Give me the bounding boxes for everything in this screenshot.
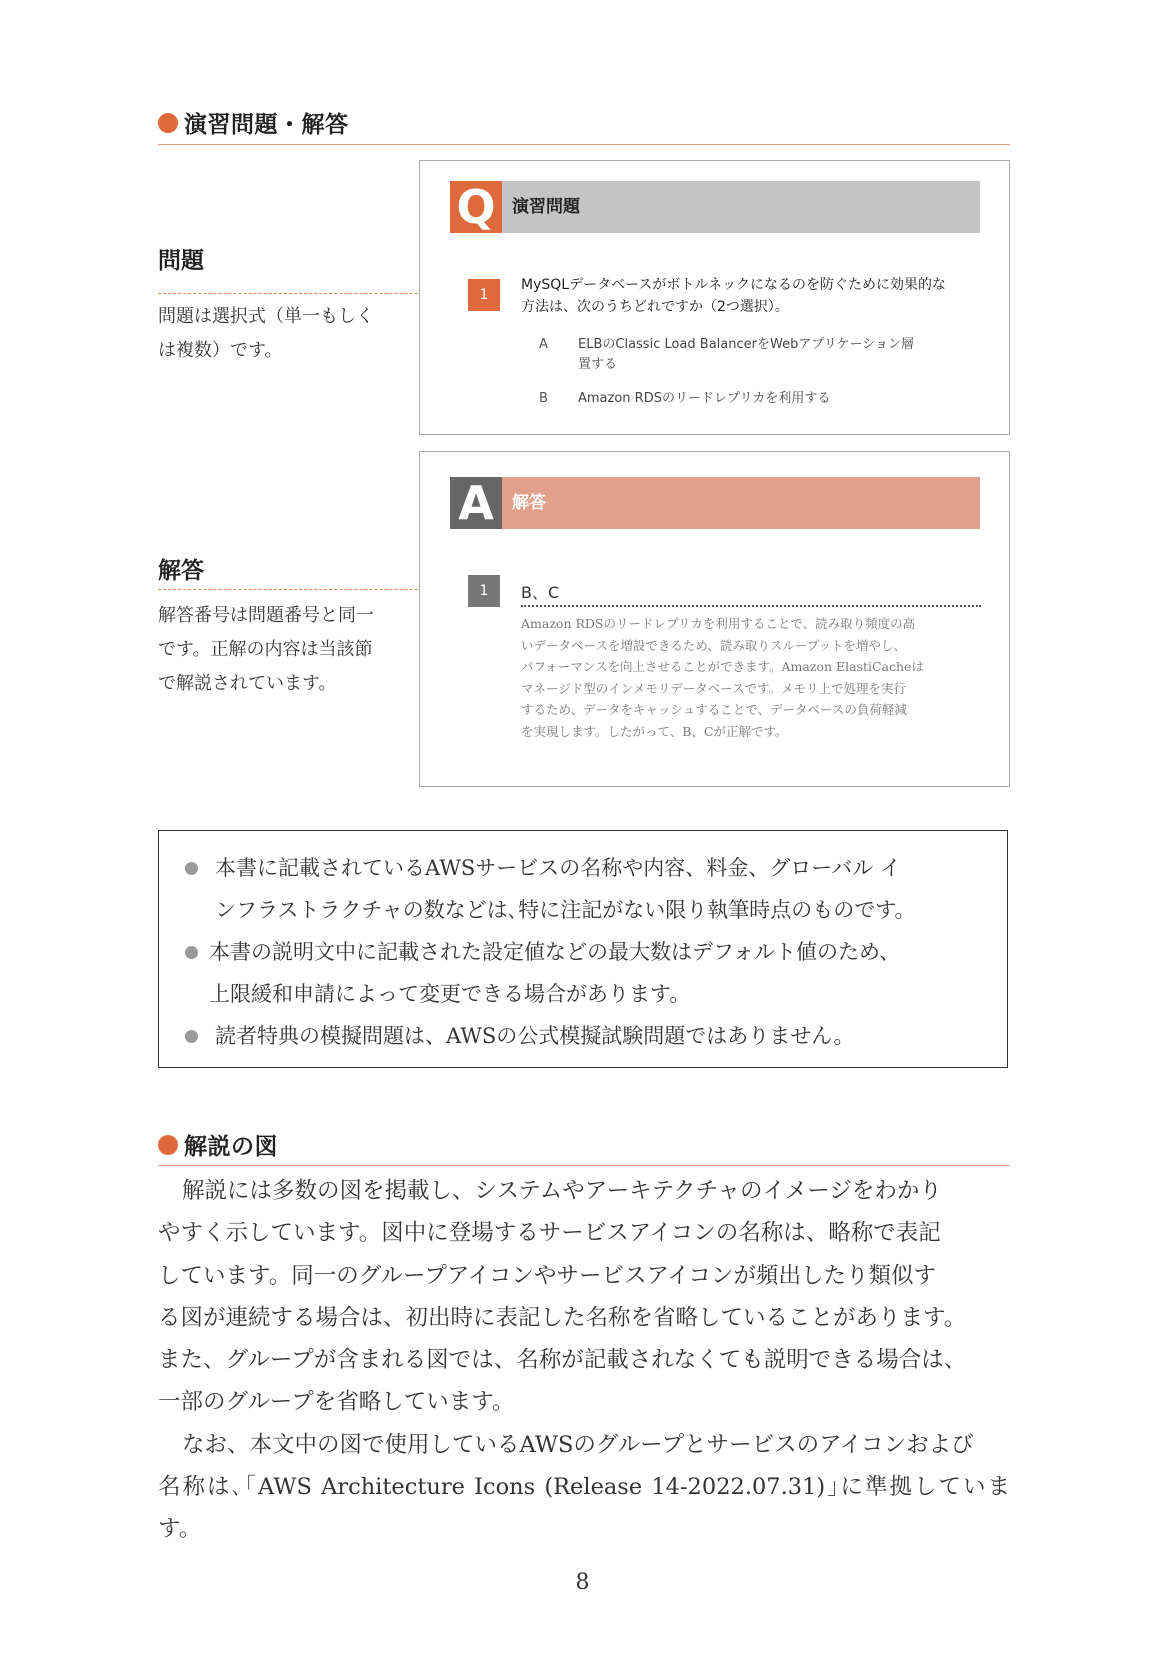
q-badge: Q [450,181,502,233]
side-title-answer: 解答 [158,558,204,584]
bullet-icon [185,1030,198,1043]
page-number: 8 [575,1570,590,1595]
section-title: 解説の図 [184,1134,278,1160]
question-header-bar [450,181,980,233]
section-title: 演習問題・解答 [184,112,349,138]
question-card [419,160,1010,435]
notice-item: 読者特典の模擬問題は、AWSの公式模擬試験問題ではありません。 [215,1024,855,1048]
side-title-question: 問題 [158,248,204,274]
question-header-label: 演習問題 [512,197,580,217]
section-bullet-icon [158,113,178,133]
option-letter: B [539,391,548,406]
section-heading-exercises [158,104,1010,145]
notice-item: 本書に記載されているAWSサービスの名称や内容、料金、グローバル イ ンフラストラクチャの数などは､特に注記がない限り執筆時点のものです。 [215,856,916,922]
a-badge: A [450,477,502,529]
dotted-divider [521,605,981,607]
option-text: Amazon RDSのリードレプリカを利用する [578,391,831,406]
question-text: MySQLデータベースがボトルネックになるのを防ぐために効果的な 方法は、次のうちどれですか（2つ選択）。 [521,277,946,315]
notice-box [158,830,1008,1068]
answer-choices: B、C [521,583,560,602]
section-heading-figures [158,1125,1010,1166]
option-letter: A [539,337,548,352]
answer-header-label: 解答 [512,493,546,513]
side-text-question: 問題は選択式（単一もしく は複数）です。 [158,306,374,361]
answer-explanation: Amazon RDSのリードレプリカを利用することで、読み取り頻度の高 いデータベースを増設できるため、読み取りスループットを増やし、 パフォーマンスを向上させることができます。Amazon ElastiCacheは マネージド型のインメモリデータベースです。メモリ上で処理を実行 するため、データをキャッシュすることで、データベースの負荷軽減 を実現します。したがって、B、Cが正解です。 [521,616,924,739]
bullet-icon [185,862,198,875]
answer-number-badge: 1 [468,575,500,607]
leader-line-answer [158,589,448,590]
answer-card [419,451,1010,787]
section-bullet-icon [158,1135,178,1155]
option-text: ELBのClassic Load BalancerをWebアプリケーション層 置する [578,337,915,372]
side-text-answer: 解答番号は問題番号と同一 です。正解の内容は当該節 で解説されています。 [158,605,374,694]
answer-header-bar [450,477,980,529]
notice-item: 本書の説明文中に記載された設定値などの最大数はデフォルト値のため、 上限緩和申請によって変更できる場合があります。 [209,940,901,1006]
leader-line-question [158,293,448,294]
question-number-badge: 1 [468,279,500,311]
bullet-icon [185,946,198,959]
body-paragraph: 解説には多数の図を掲載し、システムやアーキテクチャのイメージをわかり やすく示しています。図中に登場するサービスアイコンの名称は、略称で表記 しています。同一のグループアイコンやサービスアイコンが頻出したり類似す る図が連続する場合は、初出時に表記した名称を省略していることがあります。 また、グループが含まれる図では、名称が記載されなくても説明できる場合は、 一部のグループを省略しています。 なお、本文中の図で使用しているAWSのグループとサービスのアイコンおよび 名称は､｢AWS Architecture Icons (Release 14-2022.07.31)｣に準拠しています。 [158,1178,1010,1543]
